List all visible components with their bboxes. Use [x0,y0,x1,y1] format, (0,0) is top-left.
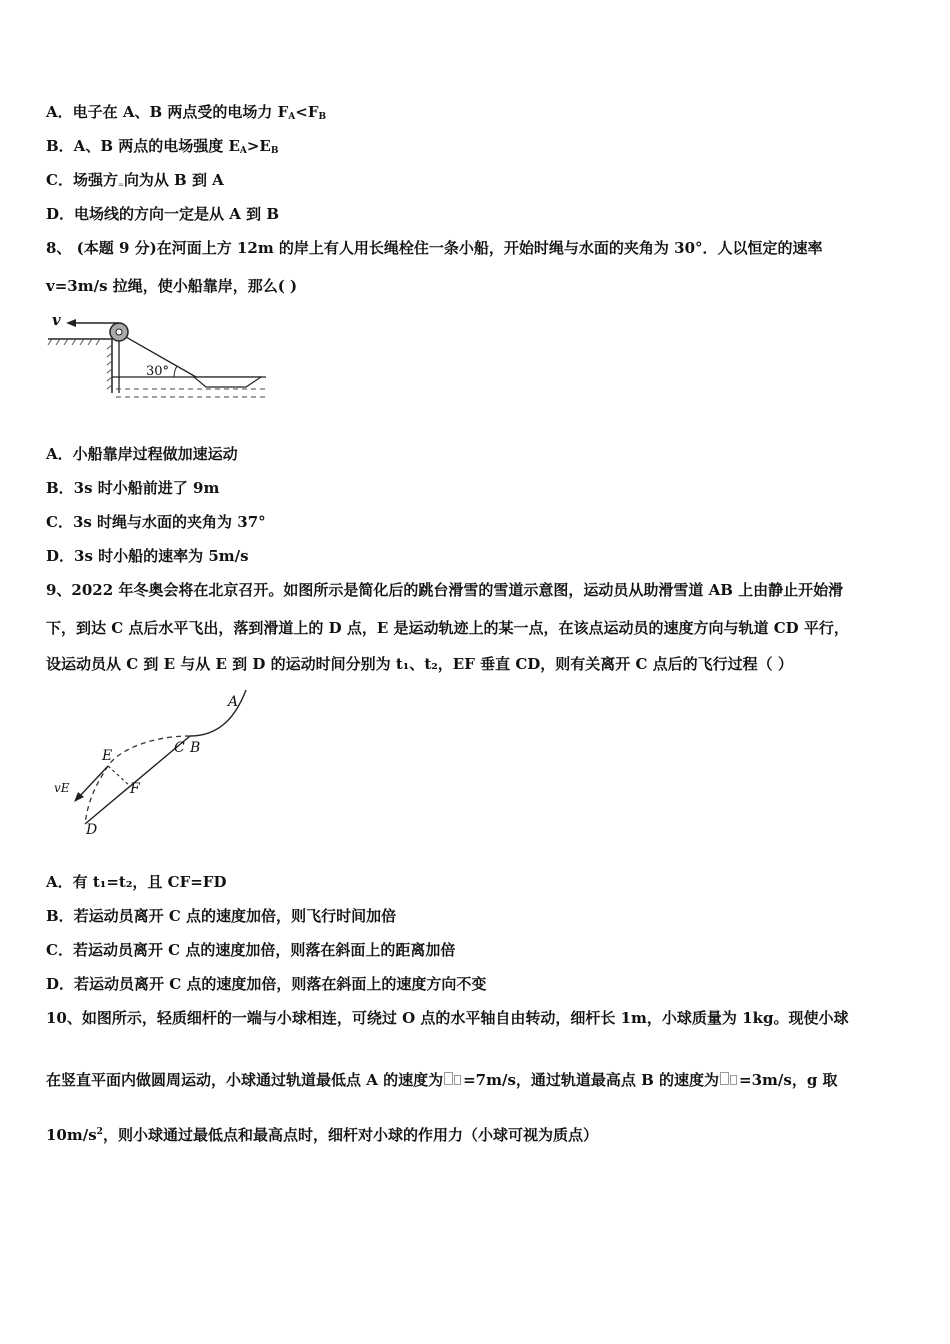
q9-option-b: B．若运动员离开 C 点的速度加倍，则飞行时间加倍 [46,907,397,925]
q8-stem-line2: v=3m/s 拉绳，使小船靠岸，那么( ) [46,277,298,295]
q9-ski-jump-figure [50,686,270,842]
q8-option-a: A．小船靠岸过程做加速运动 [46,445,238,463]
q9-option-a: A．有 t₁=t₂，且 CF=FD [46,873,227,891]
q9-label-b: B [190,740,201,756]
q7-option-b: B．A、B 两点的电场强度 $E_A>E_B$ [46,137,279,156]
q9-label-f: F [130,781,140,797]
q10-stem-line1: 10、如图所示，轻质细杆的一端与小球相连，可绕过 O 点的水平轴自由转动，细杆长 1m，小球质量为 1kg。现使小球 [46,1009,849,1027]
q8-angle-label: 30° [146,364,170,379]
q9-stem-line1: 9、2022 年冬奥会将在北京召开。如图所示是简化后的跳台滑雪的雪道示意图，运动员从助滑雪道 AB 上由静止开始滑 [46,581,844,599]
q9-label-ve: vE [54,781,70,795]
q9-stem-line3: 设运动员从 C 到 E 与从 E 到 D 的运动时间分别为 t₁、t₂，EF 垂直 CD，则有关离开 C 点后的飞行过程（ ） [46,655,793,673]
q10-stem-line2: 在竖直平面内做圆周运动，小球通过轨道最低点 A 的速度为 =7m/s，通过轨道最高点 B 的速度为 =3m/s，g 取 [46,1071,838,1089]
q8-velocity-label: v [52,311,61,329]
q7-option-c: C．场强方$_=$向为从 B 到 A [46,171,224,189]
q7-option-d: D．电场线的方向一定是从 A 到 B [46,205,279,223]
q9-label-e: E [102,748,113,764]
missing-glyph-icon [444,1072,453,1085]
missing-glyph-icon [454,1075,461,1085]
q9-stem-line2: 下，到达 C 点后水平飞出，落到滑道上的 D 点，E 是运动轨迹上的某一点，在该点运动员的速度方向与轨道 CD 平行， [46,619,849,637]
missing-glyph-icon [730,1075,737,1085]
q8-option-c: C．3s 时绳与水面的夹角为 37° [46,513,266,531]
q10-stem-line3: $10m/s^2$，则小球通过最低点和最高点时，细杆对小球的作用力（小球可视为质点） [46,1126,598,1144]
q9-label-c: C [174,740,185,756]
q8-stem-line1: 8、 (本题 9 分)在河面上方 12m 的岸上有人用长绳栓住一条小船，开始时绳与水面的夹角为 30°．人以恒定的速率 [46,239,823,257]
q8-option-d: D．3s 时小船的速率为 5m/s [46,547,249,565]
q8-option-b: B．3s 时小船前进了 9m [46,479,220,497]
q9-label-d: D [86,822,98,838]
q8-boat-figure [46,305,276,405]
q9-option-c: C．若运动员离开 C 点的速度加倍，则落在斜面上的距离加倍 [46,941,456,959]
missing-glyph-icon [720,1072,729,1085]
q9-option-d: D．若运动员离开 C 点的速度加倍，则落在斜面上的速度方向不变 [46,975,487,993]
q7-option-a: A．电子在 A、B 两点受的电场力 $F_A<F_B$ [46,103,327,122]
q9-label-a: A [228,694,239,710]
